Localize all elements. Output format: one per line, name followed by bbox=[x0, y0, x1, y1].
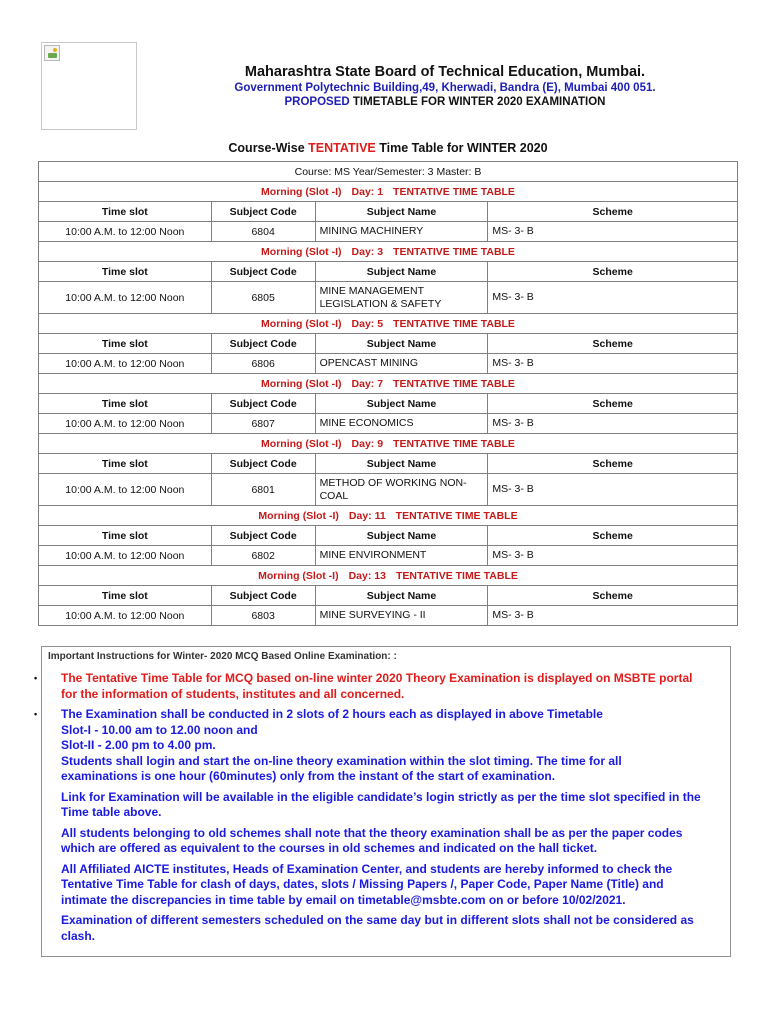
col-subject-name: Subject Name bbox=[315, 454, 488, 474]
column-header-row bbox=[39, 526, 738, 546]
course-info: Course: MS Year/Semester: 3 Master: B bbox=[39, 162, 738, 182]
col-scheme: Scheme bbox=[488, 202, 738, 222]
col-subject-name: Subject Name bbox=[315, 334, 488, 354]
instruction-line: intimate the discrepancies in time table by email on timetable@msbte.com on or before 10/02/2021. bbox=[61, 892, 626, 907]
instruction-line: Students shall login and start the on-line theory examination within the slot timing. The time for all bbox=[61, 753, 622, 768]
title-suffix: Time Table for WINTER 2020 bbox=[379, 141, 548, 155]
column-header-row bbox=[39, 334, 738, 354]
subject-name-line: MINE MANAGEMENT bbox=[319, 284, 424, 297]
subject-name-line: LEGISLATION & SAFETY bbox=[319, 297, 442, 310]
subject-name-line: OPENCAST MINING bbox=[319, 357, 418, 369]
course-wise-title bbox=[38, 141, 738, 155]
col-scheme: Scheme bbox=[488, 454, 738, 474]
scheme: MS- 3- B bbox=[488, 282, 738, 314]
instructions-list bbox=[34, 671, 731, 949]
scheme: MS- 3- B bbox=[488, 222, 738, 242]
subject-name bbox=[315, 474, 488, 506]
tentative-label: TENTATIVE TIME TABLE bbox=[395, 569, 518, 582]
board-name: Maharashtra State Board of Technical Education, Mumbai. bbox=[244, 64, 646, 80]
instruction-item bbox=[61, 790, 731, 821]
day-label: Day: 3 bbox=[351, 245, 384, 258]
instruction-line: Slot-I - 10.00 am to 12.00 noon and bbox=[61, 722, 258, 737]
column-header-row bbox=[39, 202, 738, 222]
day-label: Day: 9 bbox=[351, 437, 384, 450]
title-tentative: TENTATIVE bbox=[308, 141, 376, 155]
instruction-line: Slot-II - 2.00 pm to 4.00 pm. bbox=[61, 738, 216, 752]
slot-header bbox=[39, 434, 738, 454]
table-row bbox=[39, 414, 738, 434]
day-label: Day: 5 bbox=[351, 317, 384, 330]
subject-name-line: MINE SURVEYING - II bbox=[319, 609, 426, 621]
day-label: Day: 7 bbox=[351, 377, 384, 390]
proposed-rest: TIMETABLE FOR WINTER 2020 EXAMINATION bbox=[352, 96, 606, 108]
col-subject-code: Subject Code bbox=[211, 202, 315, 222]
tentative-label: TENTATIVE TIME TABLE bbox=[393, 317, 515, 330]
subject-code: 6801 bbox=[211, 474, 315, 506]
col-subject-code: Subject Code bbox=[211, 586, 315, 606]
col-time-slot: Time slot bbox=[39, 262, 212, 282]
day-label: Day: 13 bbox=[348, 569, 386, 582]
tentative-label: TENTATIVE TIME TABLE bbox=[393, 437, 515, 450]
instruction-line: examinations is one hour (60minutes) only from the instant of the start of examination. bbox=[61, 769, 556, 783]
table-row bbox=[39, 354, 738, 374]
col-time-slot: Time slot bbox=[39, 394, 212, 414]
instruction-line: All students belonging to old schemes shall note that the theory examination shall be as per the paper codes bbox=[61, 825, 683, 840]
col-scheme: Scheme bbox=[488, 394, 738, 414]
instruction-line: All Affiliated AICTE institutes, Heads of Examination Center, and students are hereby informed to check the bbox=[61, 861, 673, 876]
day-label: Day: 11 bbox=[348, 509, 386, 522]
timetable-body bbox=[39, 162, 738, 626]
instruction-item bbox=[61, 913, 731, 944]
bullet-icon: • bbox=[34, 709, 38, 719]
instructions-heading: Important Instructions for Winter- 2020 MCQ Based Online Examination: : bbox=[48, 651, 397, 662]
instruction-line: which are offered as equivalent to the courses in old schemes and indicated on the hall ticket. bbox=[61, 841, 598, 855]
col-subject-code: Subject Code bbox=[211, 526, 315, 546]
board-address: Government Polytechnic Building,49, Kherwadi, Bandra (E), Mumbai 400 051. bbox=[234, 82, 656, 94]
time-slot: 10:00 A.M. to 12:00 Noon bbox=[39, 282, 212, 314]
col-subject-name: Subject Name bbox=[315, 394, 488, 414]
col-time-slot: Time slot bbox=[39, 202, 212, 222]
col-subject-name: Subject Name bbox=[315, 526, 488, 546]
column-header-row bbox=[39, 454, 738, 474]
tentative-label: TENTATIVE TIME TABLE bbox=[393, 185, 515, 198]
time-slot: 10:00 A.M. to 12:00 Noon bbox=[39, 474, 212, 506]
subject-code: 6807 bbox=[211, 414, 315, 434]
instruction-line: Time table above. bbox=[61, 805, 162, 819]
instruction-line: Link for Examination will be available in the eligible candidate’s login strictly as per the time slot specified in the bbox=[61, 789, 701, 804]
title-prefix: Course-Wise bbox=[228, 141, 305, 155]
subject-name bbox=[315, 606, 488, 626]
time-slot: 10:00 A.M. to 12:00 Noon bbox=[39, 222, 212, 242]
instruction-line: Tentative Time Table for clash of days, dates, slots / Missing Papers /, Paper Code, Paper Name (Title) and bbox=[61, 877, 664, 891]
table-row bbox=[39, 222, 738, 242]
subject-name-line: MINE ENVIRONMENT bbox=[319, 549, 427, 561]
subject-name-line: METHOD OF WORKING NON- bbox=[319, 476, 467, 489]
table-row bbox=[39, 606, 738, 626]
slot-header bbox=[39, 314, 738, 334]
time-slot: 10:00 A.M. to 12:00 Noon bbox=[39, 354, 212, 374]
slot-label: Morning (Slot -I) bbox=[261, 245, 342, 258]
instruction-line: Examination of different semesters scheduled on the same day but in different slots shall not be considered as bbox=[61, 913, 694, 927]
proposed-title bbox=[150, 96, 740, 108]
subject-code: 6804 bbox=[211, 222, 315, 242]
tentative-label: TENTATIVE TIME TABLE bbox=[395, 509, 518, 522]
slot-label: Morning (Slot -I) bbox=[261, 377, 342, 390]
instruction-line: The Examination shall be conducted in 2 slots of 2 hours each as displayed in above Timetable bbox=[61, 707, 603, 721]
scheme: MS- 3- B bbox=[488, 414, 738, 434]
column-header-row bbox=[39, 394, 738, 414]
time-slot: 10:00 A.M. to 12:00 Noon bbox=[39, 414, 212, 434]
instruction-item bbox=[34, 671, 731, 702]
col-subject-name: Subject Name bbox=[315, 202, 488, 222]
scheme: MS- 3- B bbox=[488, 546, 738, 566]
table-row bbox=[39, 546, 738, 566]
subject-name-line: MINE ECONOMICS bbox=[319, 417, 414, 429]
instruction-item bbox=[34, 707, 731, 785]
col-time-slot: Time slot bbox=[39, 586, 212, 606]
slot-header bbox=[39, 566, 738, 586]
subject-name bbox=[315, 282, 488, 314]
col-time-slot: Time slot bbox=[39, 454, 212, 474]
instruction-line: clash. bbox=[61, 928, 96, 943]
subject-name bbox=[315, 414, 488, 434]
subject-name bbox=[315, 354, 488, 374]
column-header-row bbox=[39, 262, 738, 282]
subject-code: 6806 bbox=[211, 354, 315, 374]
slot-header bbox=[39, 506, 738, 526]
subject-name bbox=[315, 546, 488, 566]
col-subject-code: Subject Code bbox=[211, 454, 315, 474]
column-header-row bbox=[39, 586, 738, 606]
instruction-item bbox=[61, 862, 731, 909]
slot-label: Morning (Slot -I) bbox=[261, 185, 342, 198]
bullet-icon: • bbox=[34, 673, 38, 683]
subject-name bbox=[315, 222, 488, 242]
col-subject-name: Subject Name bbox=[315, 262, 488, 282]
timetable bbox=[38, 161, 738, 626]
proposed-prefix: PROPOSED bbox=[284, 96, 350, 108]
slot-label: Morning (Slot -I) bbox=[261, 437, 342, 450]
slot-header bbox=[39, 374, 738, 394]
day-label: Day: 1 bbox=[351, 185, 384, 198]
col-time-slot: Time slot bbox=[39, 526, 212, 546]
tentative-label: TENTATIVE TIME TABLE bbox=[393, 377, 515, 390]
subject-code: 6803 bbox=[211, 606, 315, 626]
col-scheme: Scheme bbox=[488, 334, 738, 354]
instruction-line: for the information of students, institutes and all concerned. bbox=[61, 686, 405, 701]
instruction-line: The Tentative Time Table for MCQ based on-line winter 2020 Theory Examination is displayed on MSBTE portal bbox=[61, 671, 693, 685]
subject-name-line: MINING MACHINERY bbox=[319, 225, 424, 237]
col-time-slot: Time slot bbox=[39, 334, 212, 354]
instruction-item bbox=[61, 826, 731, 857]
scheme: MS- 3- B bbox=[488, 474, 738, 506]
slot-label: Morning (Slot -I) bbox=[258, 569, 339, 582]
scheme: MS- 3- B bbox=[488, 354, 738, 374]
col-subject-code: Subject Code bbox=[211, 334, 315, 354]
time-slot: 10:00 A.M. to 12:00 Noon bbox=[39, 546, 212, 566]
col-scheme: Scheme bbox=[488, 526, 738, 546]
broken-image-icon bbox=[44, 45, 60, 61]
tentative-label: TENTATIVE TIME TABLE bbox=[393, 245, 515, 258]
slot-label: Morning (Slot -I) bbox=[261, 317, 342, 330]
subject-name-line: COAL bbox=[319, 489, 349, 502]
col-subject-code: Subject Code bbox=[211, 394, 315, 414]
subject-code: 6805 bbox=[211, 282, 315, 314]
slot-label: Morning (Slot -I) bbox=[258, 509, 339, 522]
table-row bbox=[39, 282, 738, 314]
col-subject-name: Subject Name bbox=[315, 586, 488, 606]
board-logo-placeholder bbox=[41, 42, 137, 130]
col-scheme: Scheme bbox=[488, 262, 738, 282]
col-subject-code: Subject Code bbox=[211, 262, 315, 282]
time-slot: 10:00 A.M. to 12:00 Noon bbox=[39, 606, 212, 626]
table-row bbox=[39, 474, 738, 506]
slot-header bbox=[39, 182, 738, 202]
col-scheme: Scheme bbox=[488, 586, 738, 606]
slot-header bbox=[39, 242, 738, 262]
scheme: MS- 3- B bbox=[488, 606, 738, 626]
subject-code: 6802 bbox=[211, 546, 315, 566]
